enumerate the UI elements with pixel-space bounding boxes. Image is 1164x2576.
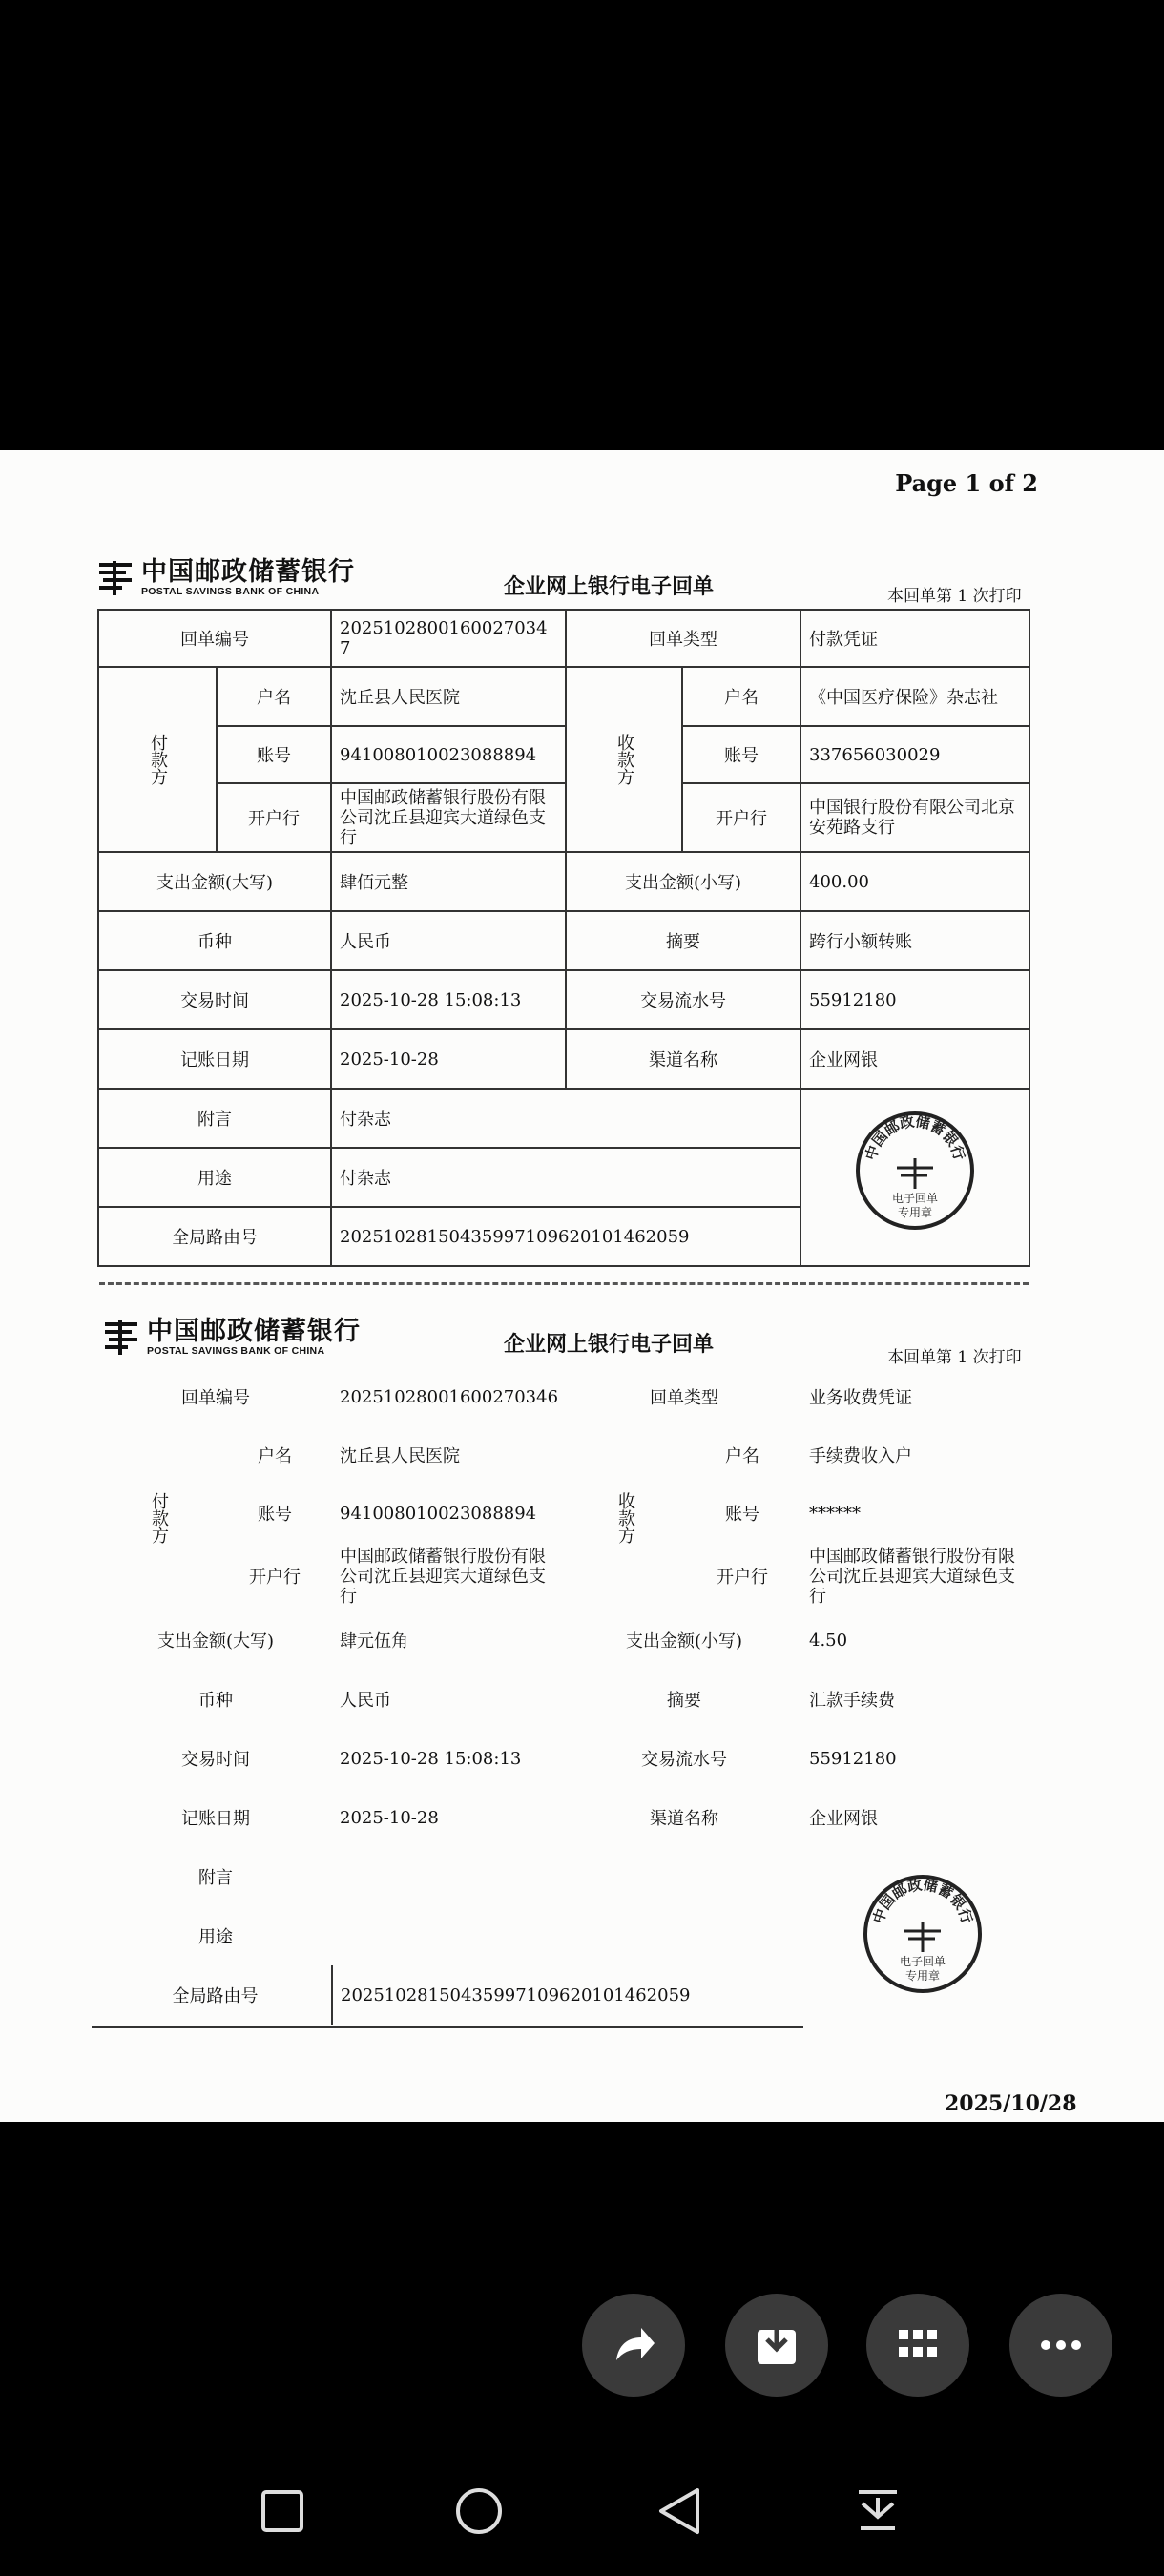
bank-logo-2 — [99, 1319, 361, 1357]
label-purpose: 用途 — [198, 1927, 233, 1947]
share-button[interactable] — [582, 2294, 685, 2397]
trans-time-value: 2025-10-28 15:08:13 — [331, 970, 566, 1029]
label-trans-time: 交易时间 — [181, 1750, 250, 1770]
label-payee-account: 账号 — [725, 1505, 759, 1525]
payee-account-value: 337656030029 — [800, 726, 1029, 783]
seal-line2: 专用章 — [904, 1969, 941, 1983]
route-no-value: 20251028150435997109620101462059 — [332, 1965, 801, 2025]
label-channel: 渠道名称 — [650, 1809, 718, 1829]
bank-name-en: POSTAL SAVINGS BANK OF CHINA — [147, 1345, 325, 1357]
bank-name-cn: 中国邮政储蓄银行 — [147, 1317, 361, 1346]
payee-name-value: 手续费收入户 — [809, 1446, 912, 1466]
label-book-date: 记账日期 — [181, 1809, 250, 1829]
more-button[interactable] — [1009, 2294, 1112, 2397]
payer-name-value: 沈丘县人民医院 — [340, 1446, 460, 1466]
receipt-no-value: 20251028001600270346 — [340, 1386, 559, 1407]
label-serial-no: 交易流水号 — [566, 970, 800, 1029]
print-note: 本回单第 1 次打印 — [887, 587, 1022, 606]
channel-value: 企业网银 — [800, 1029, 1029, 1089]
label-amount-lower: 支出金额(小写) — [566, 852, 800, 911]
currency-value: 人民币 — [331, 911, 566, 970]
label-payee-bank: 开户行 — [682, 783, 800, 852]
payer-side-label: 付款方 — [98, 667, 217, 852]
label-amount-lower: 支出金额(小写) — [625, 1631, 743, 1652]
label-summary: 摘要 — [566, 911, 800, 970]
label-serial-no: 交易流水号 — [641, 1750, 727, 1770]
label-currency: 币种 — [98, 911, 331, 970]
receipt-type-value: 付款凭证 — [800, 610, 1029, 667]
label-route-no: 全局路由号 — [98, 1207, 331, 1266]
purpose-value: 付杂志 — [331, 1148, 800, 1207]
receipt-title: 企业网上银行电子回单 — [504, 1332, 715, 1357]
receipt-type-value: 业务收费凭证 — [809, 1388, 912, 1408]
label-payer-account: 账号 — [217, 726, 331, 783]
more-icon — [1034, 2318, 1088, 2372]
label-currency: 币种 — [198, 1691, 233, 1711]
page-label: Page 1 of 2 — [895, 469, 1038, 497]
label-payee-name: 户名 — [682, 667, 800, 726]
purpose-value — [332, 1906, 801, 1965]
payer-bank-value: 中国邮政储蓄银行股份有限公司沈丘县迎宾大道绿色支行 — [331, 783, 566, 852]
remark-value: 付杂志 — [331, 1089, 800, 1148]
footer-date: 2025/10/28 — [945, 2091, 1077, 2116]
book-date-value: 2025-10-28 — [331, 1029, 566, 1089]
currency-value: 人民币 — [340, 1691, 391, 1711]
seal-top-text: 中国邮政储蓄银行 — [869, 1876, 976, 1926]
seal-line1: 电子回单 — [899, 1955, 946, 1968]
collapse-button[interactable] — [849, 2483, 906, 2540]
receipt-no-value: 2025102800160027034 7 — [331, 610, 566, 667]
recents-button[interactable] — [254, 2483, 311, 2540]
amount-upper-value: 肆佰元整 — [331, 852, 566, 911]
payer-name-value: 沈丘县人民医院 — [331, 667, 566, 726]
home-button[interactable] — [450, 2483, 508, 2540]
payee-side-label: 收款方 — [615, 1492, 635, 1544]
book-date-value: 2025-10-28 — [340, 1807, 439, 1828]
label-payee-account: 账号 — [682, 726, 800, 783]
label-receipt-no: 回单编号 — [181, 1388, 250, 1408]
bank-name-en: POSTAL SAVINGS BANK OF CHINA — [141, 586, 320, 597]
label-book-date: 记账日期 — [98, 1029, 331, 1089]
payer-bank-value: 中国邮政储蓄银行股份有限公司沈丘县迎宾大道绿色支行 — [340, 1546, 546, 1607]
label-payee-name: 户名 — [725, 1446, 759, 1466]
seal-top-text: 中国邮政储蓄银行 — [862, 1112, 968, 1163]
label-receipt-type: 回单类型 — [650, 1388, 718, 1408]
document-sheet — [0, 450, 1164, 2122]
amount-lower-value: 4.50 — [809, 1630, 848, 1651]
bottom-rule — [92, 2026, 803, 2028]
serial-no-value: 55912180 — [809, 1748, 897, 1769]
label-amount-upper: 支出金额(大写) — [98, 852, 331, 911]
label-purpose: 用途 — [98, 1148, 331, 1207]
collapse-icon — [855, 2486, 901, 2536]
label-payer-name: 户名 — [217, 667, 331, 726]
bank-emblem-icon — [99, 1319, 143, 1357]
square-icon — [260, 2488, 305, 2534]
seal-line1: 电子回单 — [891, 1192, 939, 1205]
label-channel: 渠道名称 — [566, 1029, 800, 1089]
triangle-back-icon — [655, 2486, 703, 2536]
label-amount-upper: 支出金额(大写) — [156, 1631, 275, 1652]
amount-lower-value: 400.00 — [800, 852, 1029, 911]
apps-button[interactable] — [866, 2294, 969, 2397]
label-remark: 附言 — [198, 1868, 233, 1888]
electronic-seal-2 — [861, 1872, 985, 1996]
back-button[interactable] — [651, 2483, 708, 2540]
seal-line2: 专用章 — [897, 1206, 933, 1219]
amount-upper-value: 肆元伍角 — [340, 1631, 408, 1652]
label-payer-bank: 开户行 — [217, 783, 331, 852]
payer-account-value: 941008010023088894 — [340, 1503, 537, 1524]
label-receipt-type: 回单类型 — [566, 610, 800, 667]
serial-no-value: 55912180 — [800, 970, 1029, 1029]
download-icon — [750, 2318, 803, 2372]
bank-logo — [94, 559, 355, 597]
circle-icon — [454, 2486, 504, 2536]
receipt-title: 企业网上银行电子回单 — [504, 574, 715, 599]
bank-name-cn: 中国邮政储蓄银行 — [141, 557, 355, 587]
label-summary: 摘要 — [667, 1691, 701, 1711]
channel-value: 企业网银 — [809, 1809, 878, 1829]
apps-grid-icon — [891, 2318, 945, 2372]
electronic-seal — [853, 1109, 977, 1233]
payer-side-label: 付款方 — [149, 1492, 169, 1544]
bank-emblem-icon — [94, 559, 137, 597]
summary-value: 跨行小额转账 — [800, 911, 1029, 970]
route-no-value: 20251028150435997109620101462059 — [331, 1207, 800, 1266]
payee-name-value: 《中国医疗保险》杂志社 — [800, 667, 1029, 726]
label-payer-name: 户名 — [258, 1446, 292, 1466]
share-icon — [607, 2318, 660, 2372]
cut-line — [99, 1282, 1029, 1285]
payee-bank-value: 中国银行股份有限公司北京安苑路支行 — [800, 783, 1029, 852]
label-receipt-no: 回单编号 — [98, 610, 331, 667]
print-note: 本回单第 1 次打印 — [887, 1348, 1022, 1367]
summary-value: 汇款手续费 — [809, 1691, 895, 1711]
label-payee-bank: 开户行 — [717, 1568, 768, 1588]
label-payer-account: 账号 — [258, 1505, 292, 1525]
label-route-no: 全局路由号 — [172, 1986, 259, 2006]
download-button[interactable] — [725, 2294, 828, 2397]
payee-side-label: 收款方 — [566, 667, 682, 852]
label-payer-bank: 开户行 — [249, 1568, 301, 1588]
remark-value — [332, 1847, 801, 1906]
payer-account-value: 941008010023088894 — [331, 726, 566, 783]
label-remark: 附言 — [98, 1089, 331, 1148]
payee-account-value: ****** — [809, 1503, 861, 1524]
trans-time-value: 2025-10-28 15:08:13 — [340, 1748, 522, 1769]
label-trans-time: 交易时间 — [98, 970, 331, 1029]
payee-bank-value: 中国邮政储蓄银行股份有限公司沈丘县迎宾大道绿色支行 — [809, 1546, 1015, 1607]
